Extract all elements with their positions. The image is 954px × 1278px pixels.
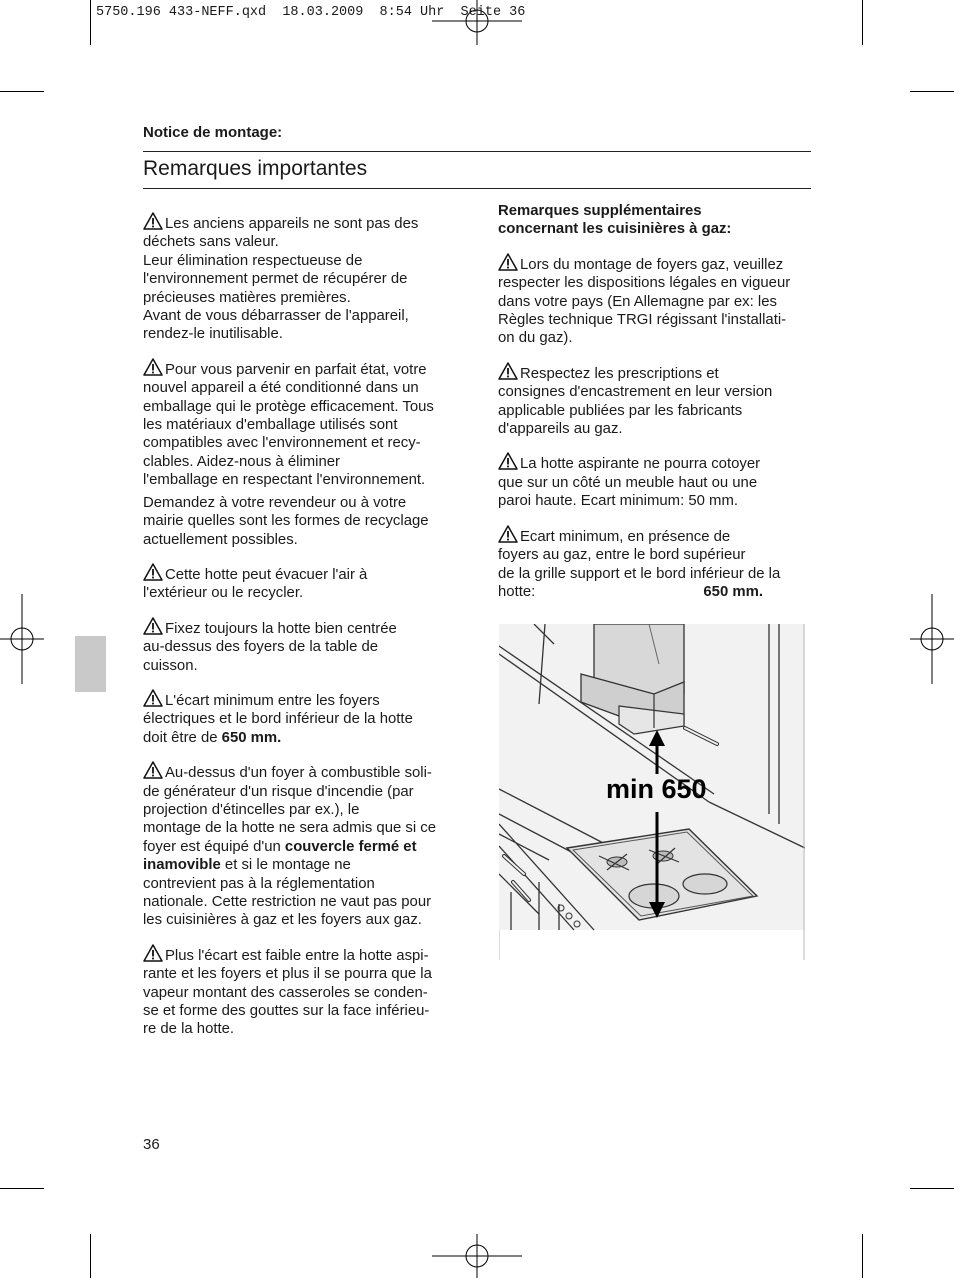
- paragraph-centering: Fixez toujours la hotte bien centrée au-dessus des foyers de la table de cuisson.: [143, 617, 459, 675]
- section-label: Notice de montage:: [143, 124, 283, 141]
- paragraph-recycling: Demandez à votre revendeur ou à votre mairie quelles sont les formes de recyclage actuellement possibles.: [143, 494, 429, 548]
- page-number: 36: [143, 1136, 160, 1153]
- warning-triangle-icon: [143, 617, 163, 635]
- warning-triangle-icon: [143, 689, 163, 707]
- paragraph-gas-regulations: Lors du montage de foyers gaz, veuillez respecter les dispositions légales en vigueur dans votre pays (En Allemagne par ex: les Règles technique TRGI régissant l'installati- on du gaz).: [498, 253, 814, 348]
- crop-mark: [0, 1188, 44, 1189]
- crop-mark: [910, 91, 954, 92]
- left-column: [143, 212, 459, 1053]
- registration-mark-bottom: [432, 1234, 522, 1278]
- thumb-index-tab: [75, 636, 106, 692]
- crop-mark: [90, 1234, 91, 1278]
- paragraph-packaging: Pour vous parvenir en parfait état, votre nouvel appareil a été conditionné dans un emballage qui le protège efficacement. Tous les matériaux d'emballage utilisés sont compatibles avec l'environnement et recy- clables. Aidez-nous à éliminer l'emballage en respectant l'environnement.: [143, 358, 459, 490]
- warning-triangle-icon: [143, 358, 163, 376]
- paragraph-solid-fuel: Au-dessus d'un foyer à combustible soli- de générateur d'un risque d'incendie (par projection d'étincelles par ex.), le montage de la hotte ne sera admis que si ce foyer est équipé d'un couvercle fermé et inamovible et si le montage ne contrevient pas à la réglementation nationale. Cette restriction ne vaut pas pour les cuisinières à gaz et les foyers aux gaz.: [143, 761, 459, 930]
- print-file-header: 5750.196 433-NEFF.qxd 18.03.2009 8:54 Uhr Seite 36: [96, 5, 526, 20]
- crop-mark: [862, 1234, 863, 1278]
- warning-triangle-icon: [143, 761, 163, 779]
- registration-mark-left: [0, 594, 44, 684]
- crop-mark: [90, 0, 91, 45]
- divider-top: [143, 151, 811, 152]
- warning-triangle-icon: [498, 525, 518, 543]
- paragraph-disposal: Les anciens appareils ne sont pas des déchets sans valeur. Leur élimination respectueuse de l'environnement permet de récupérer de précieuses matières premières. Avant de vous débarrasser de l'appareil, rendez-le inutilisable.: [143, 212, 459, 344]
- hood-installation-illustration: [499, 624, 805, 960]
- gas-section-heading: Remarques supplémentaires concernant les cuisinières à gaz:: [498, 203, 732, 238]
- warning-triangle-icon: [143, 212, 163, 230]
- paragraph-exhaust: Cette hotte peut évacuer l'air à l'extérieur ou le recycler.: [143, 563, 459, 603]
- paragraph-installation-instructions: Respectez les prescriptions et consignes d'encastrement en leur version applicable publiées par les fabricants d'appareils au gaz.: [498, 362, 814, 439]
- paragraph-condensation: Plus l'écart est faible entre la hotte aspi- rante et les foyers et plus il se pourra que la vapeur montant des casseroles se conden- se et forme des gouttes sur la face inférieu- re de la hotte.: [143, 944, 459, 1039]
- divider-bottom: [143, 188, 811, 189]
- page-title: Remarques importantes: [143, 157, 368, 180]
- paragraph-gas-minimum-distance: Ecart minimum, en présence de foyers au gaz, entre le bord supérieur de la grille support et le bord inférieur de la hotte: 650 mm.: [498, 525, 814, 602]
- warning-triangle-icon: [498, 362, 518, 380]
- warning-triangle-icon: [143, 944, 163, 962]
- warning-triangle-icon: [498, 253, 518, 271]
- registration-mark-right: [910, 594, 954, 684]
- warning-triangle-icon: [498, 452, 518, 470]
- crop-mark: [862, 0, 863, 45]
- right-column: [498, 202, 814, 615]
- crop-mark: [910, 1188, 954, 1189]
- paragraph-side-clearance: La hotte aspirante ne pourra cotoyer que sur un côté un meuble haut ou une paroi haute. Ecart minimum: 50 mm.: [498, 452, 814, 510]
- minimum-distance-label: min 650: [606, 774, 707, 804]
- paragraph-minimum-distance: L'écart minimum entre les foyers électriques et le bord inférieur de la hotte doit être de 650 mm.: [143, 689, 459, 747]
- crop-mark: [0, 91, 44, 92]
- warning-triangle-icon: [143, 563, 163, 581]
